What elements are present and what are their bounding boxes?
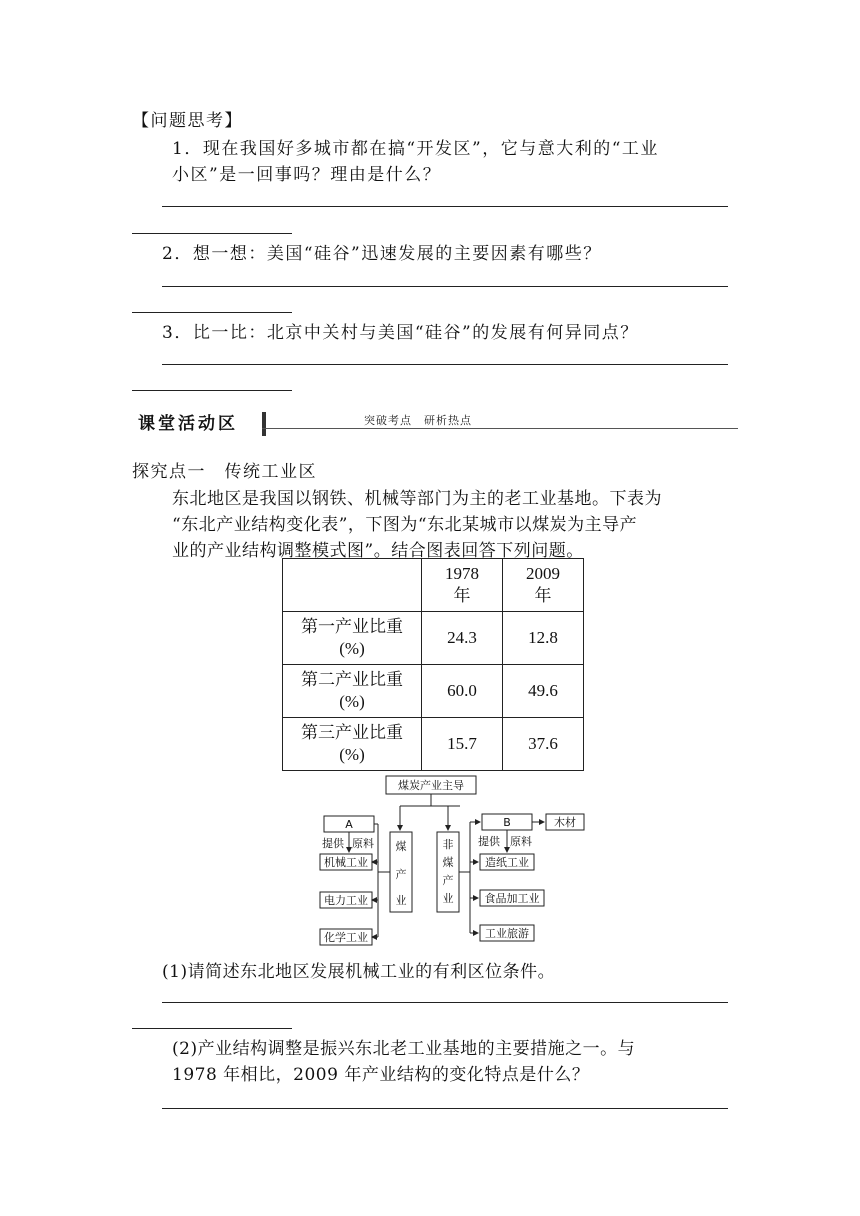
table-row (283, 718, 584, 771)
think-heading: 【问题思考】 (132, 111, 243, 131)
table-row (283, 612, 584, 665)
answer-line-short[interactable] (132, 233, 292, 234)
question-1-line-1: 1．现在我国好多城市都在搞“开发区”，它与意大利的“工业 (172, 139, 659, 159)
explore-heading: 探究点一 传统工业区 (132, 462, 317, 482)
answer-line-short[interactable] (132, 390, 292, 391)
answer-line[interactable] (162, 206, 728, 207)
question-sub-1: (1)请简述东北地区发展机械工业的有利区位条件。 (162, 962, 556, 982)
banner-rule (262, 428, 738, 429)
diagram-label-wood: 木材 (554, 816, 576, 829)
table-cell: 37.6 (503, 718, 584, 771)
answer-line-short[interactable] (132, 312, 292, 313)
diagram-label-machinery: 机械工业 (324, 856, 368, 869)
table-cell: 12.8 (503, 612, 584, 665)
diagram-label-material: 原料 (510, 835, 532, 848)
question-sub-2-line-1: (2)产业结构调整是振兴东北老工业基地的主要措施之一。与 (172, 1039, 636, 1059)
diagram-char: 业 (395, 894, 407, 907)
question-sub-2-line-2: 1978 年相比，2009 年产业结构的变化特点是什么？ (172, 1065, 590, 1085)
answer-line[interactable] (162, 1002, 728, 1003)
table-cell: 60.0 (422, 665, 503, 718)
question-2: 2．想一想：美国“硅谷”迅速发展的主要因素有哪些？ (162, 244, 602, 264)
answer-line-short[interactable] (132, 1028, 292, 1029)
table-corner-cell (283, 559, 422, 612)
diagram-char: 产 (442, 874, 454, 887)
table-row (283, 665, 584, 718)
diagram-label-supply: 提供 (478, 835, 500, 848)
table-row-label: 第一产业比重 (%) (283, 612, 422, 665)
diagram-label-supply: 提供 (322, 837, 344, 850)
diagram-label-paper: 造纸工业 (485, 856, 529, 869)
answer-line[interactable] (162, 1108, 728, 1109)
table-header-2009: 2009 年 (503, 559, 584, 612)
diagram-char: 煤 (442, 856, 454, 869)
diagram-label-b: B (503, 816, 511, 829)
table-row-label: 第二产业比重 (%) (283, 665, 422, 718)
diagram-label-tourism: 工业旅游 (485, 927, 529, 940)
question-1-line-2: 小区”是一回事吗？理由是什么？ (172, 165, 442, 185)
diagram-label-a: A (345, 818, 353, 831)
table-header-row (283, 559, 584, 612)
diagram-char: 煤 (395, 840, 407, 853)
diagram-label-food: 食品加工业 (484, 892, 540, 905)
diagram-char: 业 (442, 892, 454, 905)
industry-structure-table (282, 558, 584, 771)
diagram-label-material: 原料 (352, 837, 374, 850)
question-3: 3．比一比：北京中关村与美国“硅谷”的发展有何异同点？ (162, 323, 639, 343)
diagram-label-chemical: 化学工业 (324, 931, 368, 944)
diagram-char: 产 (395, 868, 407, 881)
diagram-label-coal-leading: 煤炭产业主导 (398, 779, 464, 792)
table-header-1978: 1978 年 (422, 559, 503, 612)
table-row-label: 第三产业比重 (%) (283, 718, 422, 771)
industry-adjustment-diagram (300, 772, 620, 952)
answer-line[interactable] (162, 286, 728, 287)
section-banner-subtitle: 突破考点 研析热点 (364, 414, 472, 427)
answer-line[interactable] (162, 364, 728, 365)
diagram-char: 非 (442, 838, 454, 851)
table-cell: 24.3 (422, 612, 503, 665)
diagram-label-power: 电力工业 (324, 894, 368, 907)
intro-line-2: “东北产业结构变化表”，下图为“东北某城市以煤炭为主导产 (172, 515, 638, 535)
section-banner-title: 课堂活动区 (132, 412, 266, 436)
table-cell: 15.7 (422, 718, 503, 771)
intro-line-1: 东北地区是我国以钢铁、机械等部门为主的老工业基地。下表为 (172, 489, 662, 509)
table-cell: 49.6 (503, 665, 584, 718)
intro-line-3: 业的产业结构调整模式图”。结合图表回答下列问题。 (172, 541, 584, 561)
